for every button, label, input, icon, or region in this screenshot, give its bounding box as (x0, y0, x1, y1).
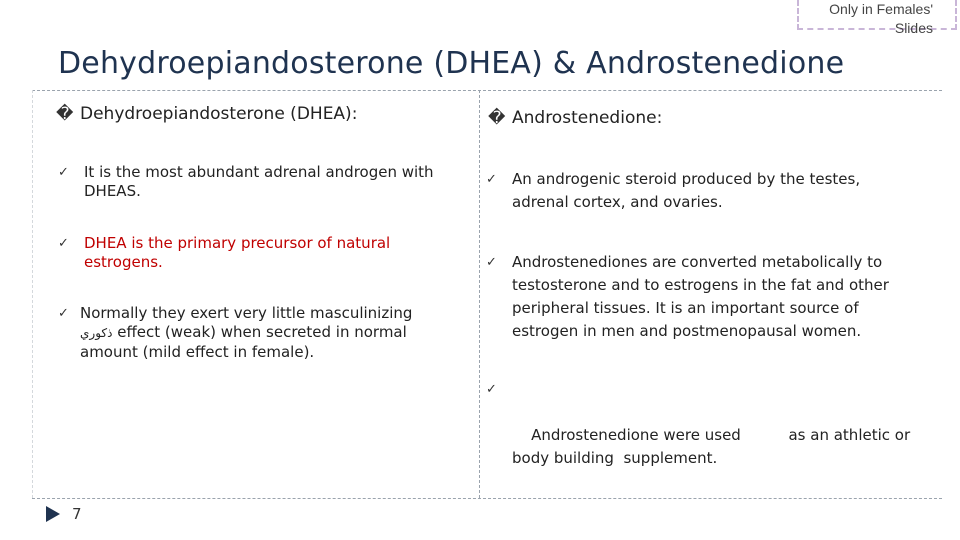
left-item-2 (58, 234, 424, 272)
left-border (32, 90, 33, 498)
box-bullet-icon: � (56, 104, 74, 124)
left-heading-text: Dehydroepiandosterone (DHEA): (80, 104, 358, 124)
bottom-divider (32, 498, 942, 499)
right-item-3-text: Androstenedione were used as an athletic or body building supplement. (512, 426, 915, 467)
checkmark-icon: ✓ (486, 255, 497, 270)
badge-line-2: Slides (894, 20, 933, 36)
left-heading (56, 104, 358, 124)
left-item-3 (58, 304, 425, 362)
checkmark-icon: ✓ (58, 236, 69, 251)
right-item-1-text: An androgenic steroid produced by the testes, adrenal cortex, and ovaries. (512, 170, 861, 211)
right-heading-text: Androstenedione: (512, 108, 663, 128)
right-item-2-text: Androstenediones are converted metabolically to testosterone and to estrogens in the fat and other peripheral tissues. It is an important source of estrogen in men and postmenopausal women. (512, 253, 889, 340)
left-item-3-text-after: effect (weak) when secreted in normal amount (mild effect in female). (80, 323, 407, 361)
slide-badge (797, 0, 957, 36)
page-number: 7 (72, 505, 82, 523)
checkmark-icon: ✓ (486, 382, 497, 397)
checkmark-icon: ✓ (486, 172, 497, 187)
left-item-3-arabic: ذكوري (80, 326, 113, 340)
column-divider (479, 90, 480, 498)
slide-title: Dehydroepiandosterone (DHEA) & Androstenedione (58, 46, 845, 81)
right-item-3 (486, 378, 915, 493)
right-item-2 (486, 251, 907, 343)
box-bullet-icon: � (488, 108, 506, 128)
checkmark-icon: ✓ (58, 306, 69, 321)
right-heading (488, 108, 663, 128)
left-item-1 (58, 163, 454, 201)
checkmark-icon: ✓ (58, 165, 69, 180)
right-item-1 (486, 168, 902, 214)
left-item-3-text-before: Normally they exert very little masculinizing (80, 304, 413, 322)
page-marker-icon (46, 506, 60, 522)
left-item-2-text: DHEA is the primary precursor of natural estrogens. (84, 234, 391, 271)
left-item-1-text: It is the most abundant adrenal androgen with DHEAS. (84, 163, 434, 200)
badge-line-1: Only in Females' (829, 1, 933, 17)
title-divider (32, 90, 942, 91)
